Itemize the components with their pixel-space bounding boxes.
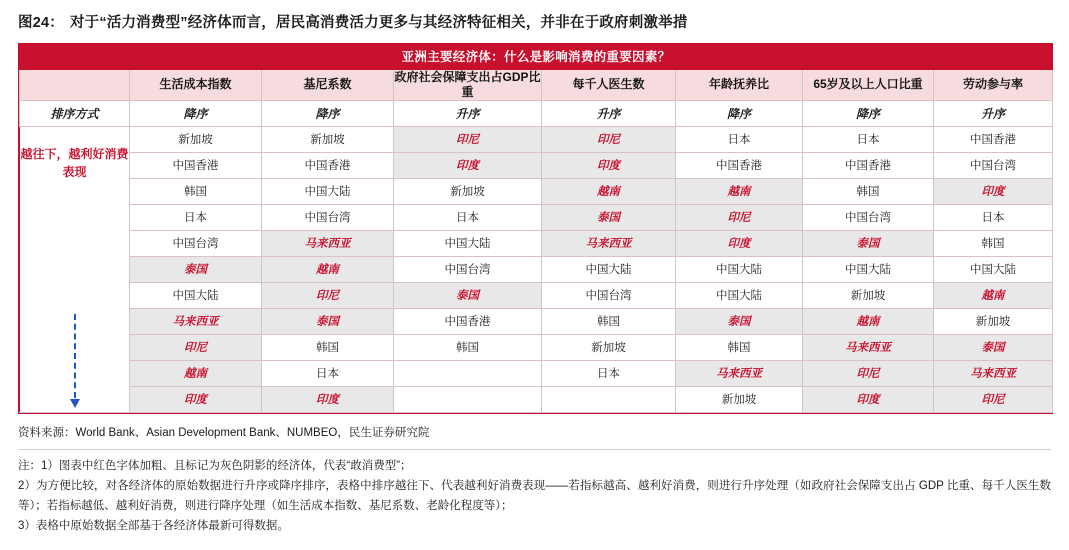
- table-cell: 越南: [803, 308, 934, 334]
- table-cell: 日本: [803, 126, 934, 152]
- sort-value-doctors: 升序: [542, 100, 676, 126]
- table-cell: 泰国: [676, 308, 803, 334]
- table-cell: 越南: [934, 282, 1053, 308]
- table-row: [20, 230, 1053, 256]
- table-cell: 日本: [676, 126, 803, 152]
- table-cell: 印度: [803, 386, 934, 412]
- sort-value-gini: 降序: [262, 100, 394, 126]
- table-cell: 中国香港: [803, 152, 934, 178]
- direction-annotation: [20, 126, 130, 412]
- table-cell: 越南: [676, 178, 803, 204]
- note-1: 注：1）图表中红色字体加粗、且标记为灰色阴影的经济体，代表“敢消费型”；: [18, 459, 412, 472]
- table-cell: 印尼: [542, 126, 676, 152]
- table-cell: 日本: [542, 360, 676, 386]
- figure-number: 图24：: [18, 15, 64, 31]
- table-cell: 韩国: [676, 334, 803, 360]
- column-header-social-spending: 政府社会保障支出占GDP比重: [394, 69, 541, 99]
- table-cell: [542, 386, 676, 412]
- table-cell: 中国台湾: [130, 230, 262, 256]
- table-cell: 印尼: [130, 334, 262, 360]
- column-header-gini: 基尼系数: [262, 69, 394, 100]
- table-cell: 马来西亚: [803, 334, 934, 360]
- table-cell: 马来西亚: [542, 230, 676, 256]
- table-cell: 泰国: [262, 308, 394, 334]
- table-cell: 新加坡: [130, 126, 262, 152]
- table-cell: 新加坡: [542, 334, 676, 360]
- table-cell: 日本: [934, 204, 1053, 230]
- table-cell: 新加坡: [676, 386, 803, 412]
- table-cell: 马来西亚: [262, 230, 394, 256]
- table-cell: 中国台湾: [542, 282, 676, 308]
- data-table: [19, 43, 1053, 413]
- table-cell: 韩国: [542, 308, 676, 334]
- table-row: [20, 386, 1053, 412]
- table-cell: 印尼: [803, 360, 934, 386]
- table-cell: 韩国: [934, 230, 1053, 256]
- table-row: [20, 152, 1053, 178]
- sort-value-social-spending: 升序: [394, 100, 542, 126]
- table-cell: 韩国: [803, 178, 934, 204]
- table-cell: 印度: [676, 230, 803, 256]
- table-cell: 日本: [130, 204, 262, 230]
- sort-value-labor-participation: 升序: [934, 100, 1053, 126]
- table-row: [20, 360, 1053, 386]
- table-header-row: [20, 69, 1053, 100]
- table-cell: 中国大陆: [394, 230, 542, 256]
- table-cell: 中国台湾: [803, 204, 934, 230]
- table-cell: 中国台湾: [262, 204, 394, 230]
- table-cell: 马来西亚: [676, 360, 803, 386]
- table-cell: 中国香港: [262, 152, 394, 178]
- note-3: 3）表格中原始数据全部基于各经济体最新可得数据。: [18, 520, 289, 533]
- data-table-wrapper: [18, 43, 1053, 414]
- table-cell: 泰国: [934, 334, 1053, 360]
- table-row: [20, 204, 1053, 230]
- table-cell: 韩国: [130, 178, 262, 204]
- table-cell: 印度: [542, 152, 676, 178]
- table-cell: 中国台湾: [394, 256, 542, 282]
- table-row: [20, 282, 1053, 308]
- column-header-labor-participation: 劳动参与率: [934, 69, 1053, 100]
- table-cell: 越南: [542, 178, 676, 204]
- table-cell: 印度: [394, 152, 542, 178]
- sort-method-row: [20, 100, 1053, 126]
- table-cell: 泰国: [130, 256, 262, 282]
- table-body-row-group: [20, 126, 1053, 152]
- note-2: 2）为方便比较，对各经济体的原始数据进行升序或降序排序，表格中排序越往下、代表越利好消费表现——若指标越高、越利好消费，则进行升序处理（如政府社会保障支出占 GDP 比重、每千人医生数等）；若指标越低、越利好消费，则进行降序处理（如生活成本指数、基尼系数、老龄化程度等）；: [18, 480, 1051, 513]
- divider: [18, 449, 1051, 450]
- table-cell: 泰国: [394, 282, 542, 308]
- table-cell: 印尼: [934, 386, 1053, 412]
- table-cell: [394, 386, 542, 412]
- table-cell: 马来西亚: [130, 308, 262, 334]
- table-cell: 新加坡: [394, 178, 542, 204]
- direction-annotation-text: 越往下，越利好消费表现: [20, 146, 129, 180]
- sort-value-cost-of-living: 降序: [130, 100, 262, 126]
- table-cell: 韩国: [262, 334, 394, 360]
- source-line: 资料来源：World Bank、Asian Development Bank、NUMBEO，民生证券研究院: [18, 426, 430, 439]
- table-cell: 中国大陆: [262, 178, 394, 204]
- table-cell: 中国香港: [394, 308, 542, 334]
- table-cell: 中国香港: [934, 126, 1053, 152]
- table-cell: 中国大陆: [676, 282, 803, 308]
- table-cell: 中国香港: [676, 152, 803, 178]
- column-header-dependency-ratio: 年龄抚养比: [676, 69, 803, 100]
- header-blank: [20, 69, 130, 100]
- table-cell: [394, 360, 542, 386]
- table-row: [20, 256, 1053, 282]
- table-cell: 泰国: [542, 204, 676, 230]
- footnotes: [18, 423, 1051, 537]
- table-cell: 中国大陆: [542, 256, 676, 282]
- table-cell: 印度: [934, 178, 1053, 204]
- column-header-doctors: 每千人医生数: [542, 69, 676, 100]
- column-header-elderly-share: 65岁及以上人口比重: [803, 69, 934, 100]
- table-banner: 亚洲主要经济体：什么是影响消费的重要因素？: [20, 43, 1053, 69]
- table-cell: 新加坡: [803, 282, 934, 308]
- table-cell: 韩国: [394, 334, 542, 360]
- table-cell: 印尼: [262, 282, 394, 308]
- table-cell: 马来西亚: [934, 360, 1053, 386]
- table-cell: 中国大陆: [676, 256, 803, 282]
- column-header-cost-of-living: 生活成本指数: [130, 69, 262, 100]
- table-cell: 新加坡: [262, 126, 394, 152]
- down-arrow-icon: [74, 314, 76, 406]
- table-cell: 越南: [262, 256, 394, 282]
- table-cell: 印尼: [676, 204, 803, 230]
- table-cell: 日本: [262, 360, 394, 386]
- table-cell: 越南: [130, 360, 262, 386]
- table-cell: 印尼: [394, 126, 542, 152]
- figure-title-text: 对于“活力消费型”经济体而言，居民高消费活力更多与其经济特征相关，并非在于政府刺激举措: [69, 15, 688, 31]
- table-cell: 日本: [394, 204, 542, 230]
- table-banner-row: [20, 43, 1053, 69]
- table-cell: 中国大陆: [130, 282, 262, 308]
- table-row: [20, 308, 1053, 334]
- sort-method-label: 排序方式: [20, 100, 130, 126]
- table-cell: 印度: [262, 386, 394, 412]
- table-cell: 中国大陆: [934, 256, 1053, 282]
- sort-value-elderly-share: 降序: [803, 100, 934, 126]
- table-cell: 中国大陆: [803, 256, 934, 282]
- table-cell: 中国台湾: [934, 152, 1053, 178]
- table-cell: 泰国: [803, 230, 934, 256]
- table-row: [20, 334, 1053, 360]
- sort-value-dependency-ratio: 降序: [676, 100, 803, 126]
- table-cell: 新加坡: [934, 308, 1053, 334]
- table-cell: 印度: [130, 386, 262, 412]
- table-cell: 中国香港: [130, 152, 262, 178]
- table-row: [20, 178, 1053, 204]
- figure-title: [18, 14, 1051, 33]
